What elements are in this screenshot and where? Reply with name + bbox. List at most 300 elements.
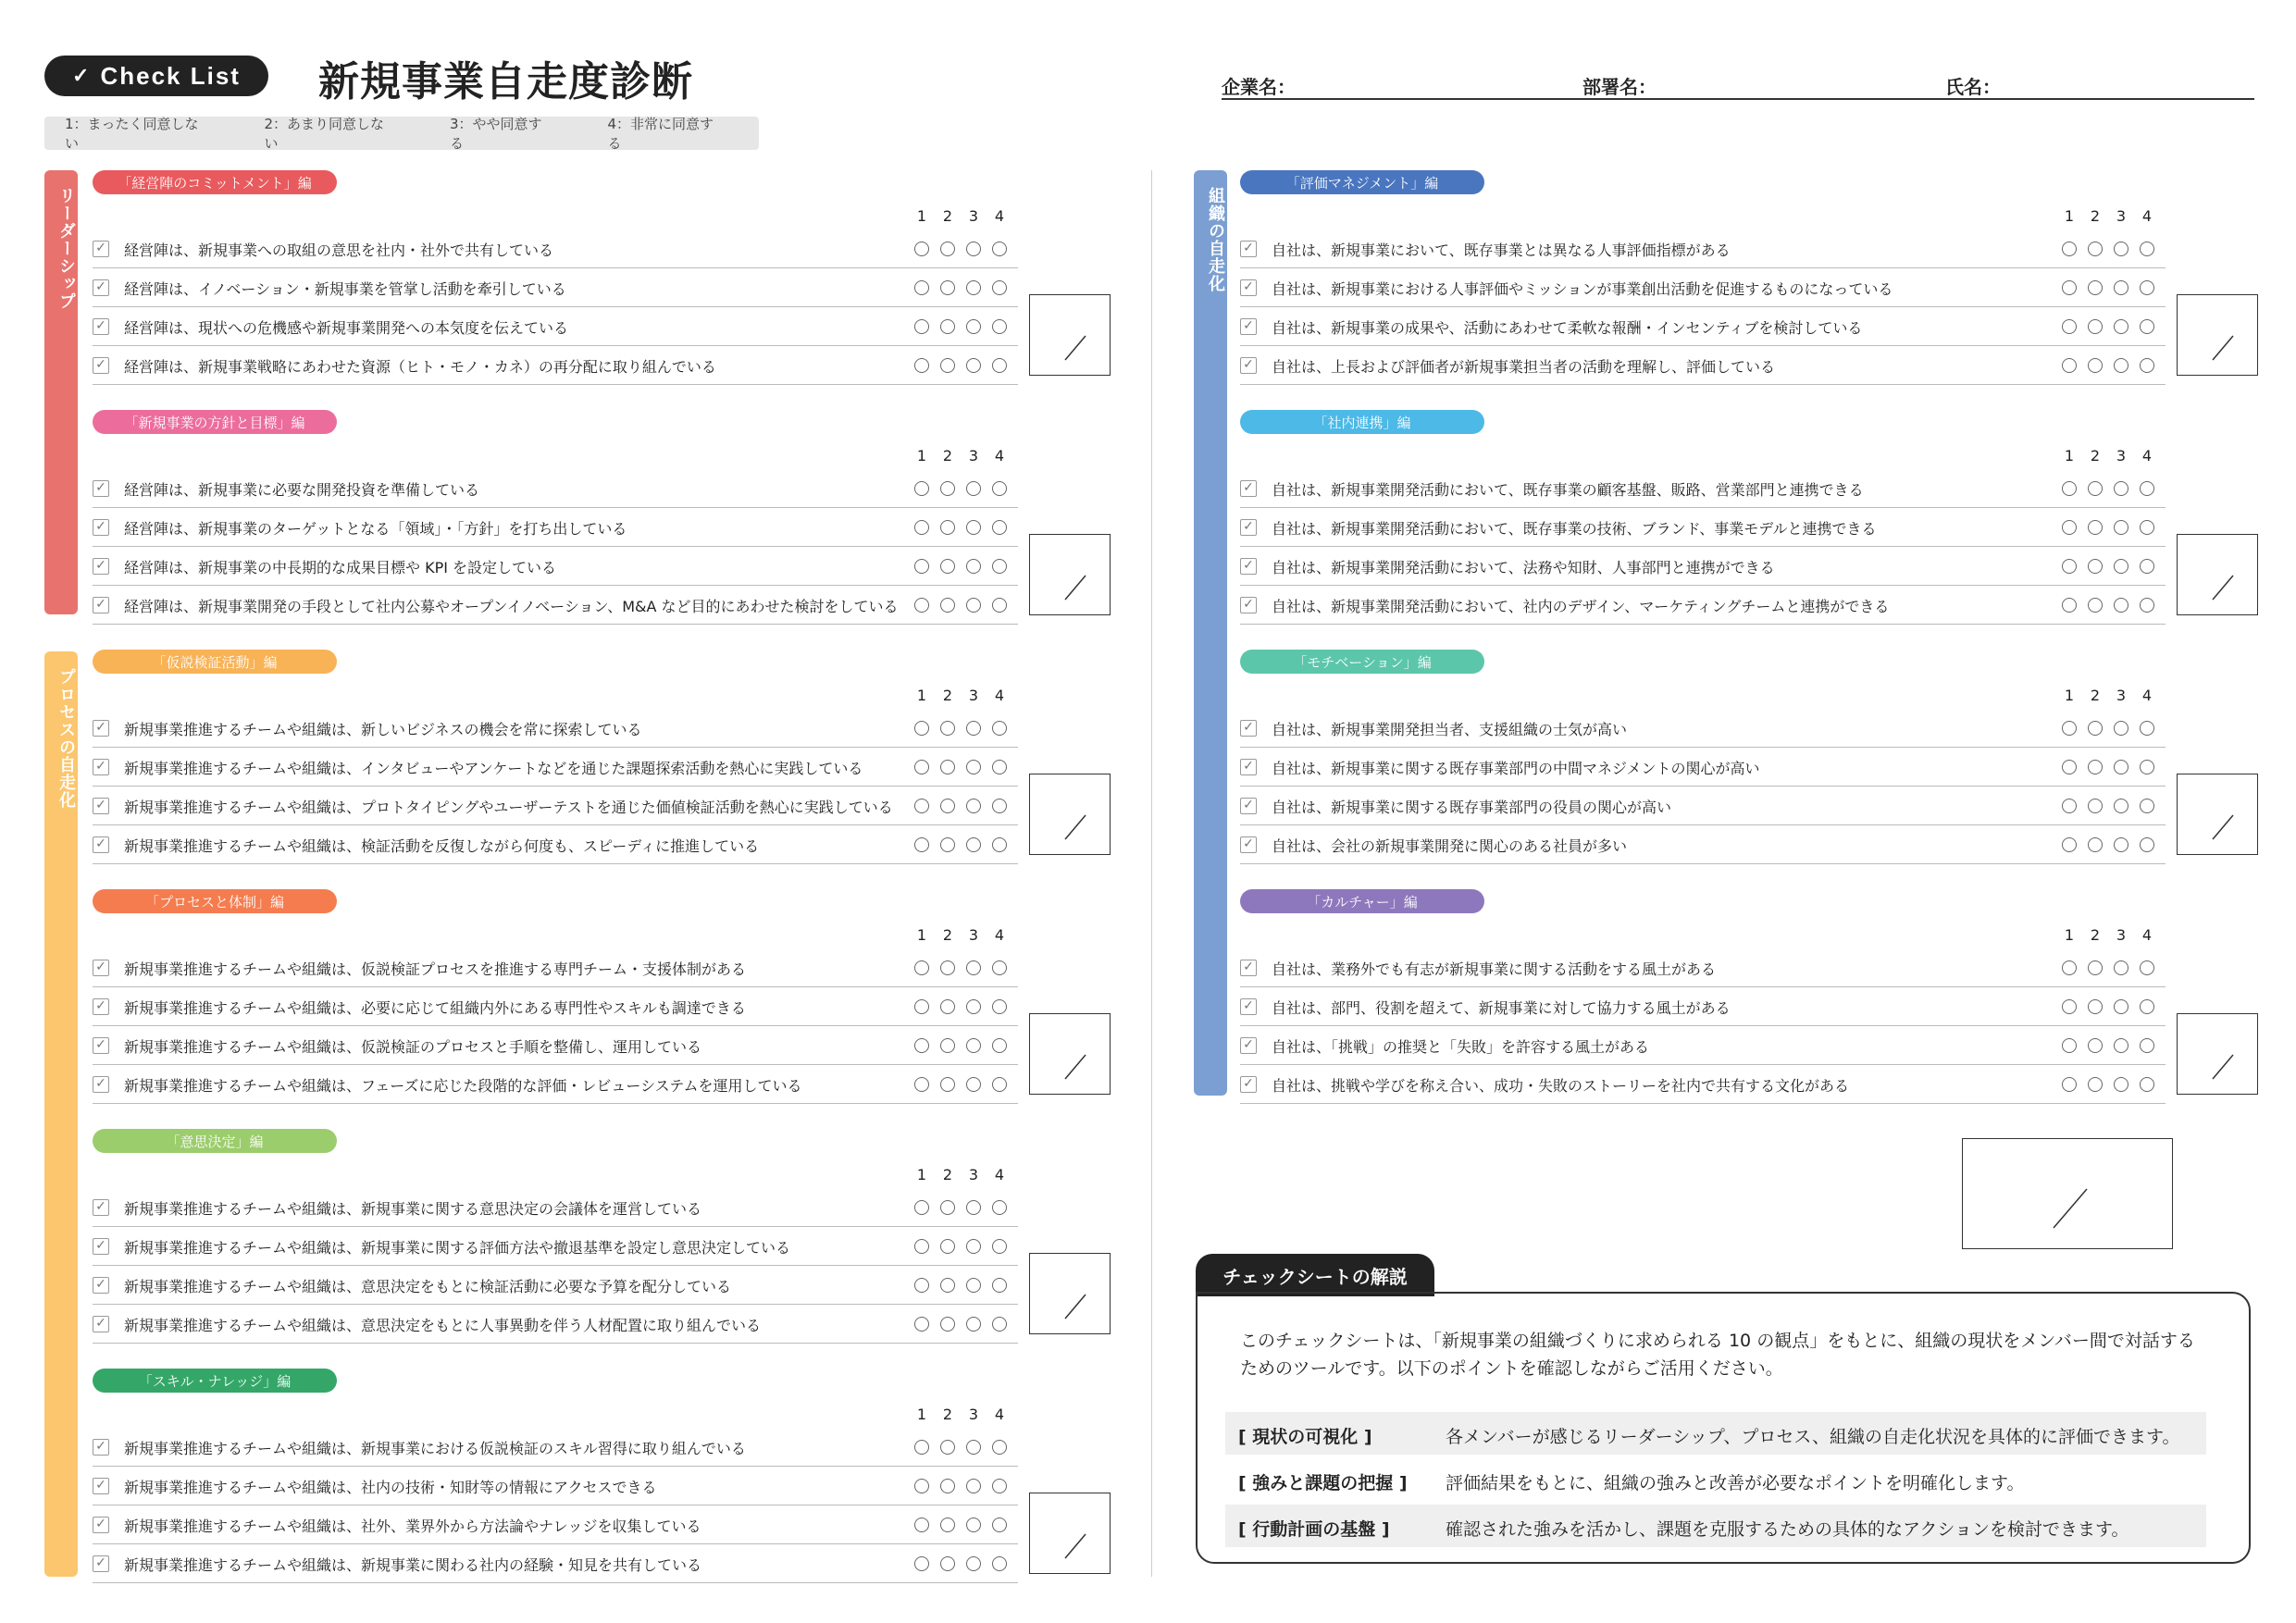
rating-radio-1[interactable]	[914, 481, 929, 496]
item-text: 自社は、挑戦や学びを称え合い、成功・失敗のストーリーを社内で共有する文化がある	[1272, 1077, 1850, 1095]
rating-radio-3[interactable]	[966, 481, 981, 496]
point-label: [ 強みと課題の把握 ]	[1238, 1473, 1408, 1493]
rating-radio-2[interactable]	[2088, 837, 2103, 852]
checkbox-icon[interactable]: ✓	[1240, 519, 1257, 536]
checklist-item	[1240, 709, 2166, 748]
rating-radio-4[interactable]	[992, 598, 1007, 613]
scale-number: 2	[2090, 447, 2101, 465]
rating-radio-1[interactable]	[2062, 559, 2077, 574]
category-label: リーダーシップ	[56, 187, 76, 310]
rating-radio-1[interactable]	[914, 1317, 929, 1332]
rating-radio-2[interactable]	[2088, 559, 2103, 574]
rating-radio-4[interactable]	[992, 1518, 1007, 1532]
rating-radio-2[interactable]	[2088, 319, 2103, 334]
checklist-item	[93, 1428, 1018, 1467]
rating-radio-4[interactable]	[992, 481, 1007, 496]
rating-radio-4[interactable]	[2140, 837, 2154, 852]
checkbox-icon[interactable]: ✓	[1240, 241, 1257, 257]
rating-radio-2[interactable]	[940, 1556, 955, 1571]
scale-number: 2	[942, 207, 953, 225]
checklist-item	[1240, 948, 2166, 987]
rating-radio-3[interactable]	[2114, 520, 2128, 535]
slash-icon	[1030, 774, 1111, 856]
rating-radio-3[interactable]	[966, 242, 981, 256]
section-score-box[interactable]	[1029, 534, 1111, 615]
rating-radio-3[interactable]	[2114, 1077, 2128, 1092]
checkbox-icon[interactable]: ✓	[1240, 279, 1257, 296]
rating-radio-2[interactable]	[940, 242, 955, 256]
checkbox-icon[interactable]: ✓	[1240, 558, 1257, 575]
rating-radio-1[interactable]	[2062, 799, 2077, 813]
point-desc: 各メンバーが感じるリーダーシップ、プロセス、組織の自走化状況を具体的に評価できます。	[1446, 1427, 2180, 1447]
rating-radio-3[interactable]	[2114, 598, 2128, 613]
checkbox-icon[interactable]: ✓	[93, 1517, 109, 1533]
section-score-box[interactable]	[1029, 774, 1111, 855]
rating-radio-1[interactable]	[914, 358, 929, 373]
rating-radio-1[interactable]	[914, 242, 929, 256]
rating-radio-2[interactable]	[940, 1200, 955, 1215]
rating-radio-1[interactable]	[2062, 358, 2077, 373]
checkbox-icon[interactable]: ✓	[1240, 759, 1257, 775]
rating-radio-4[interactable]	[992, 1479, 1007, 1493]
checkbox-icon[interactable]: ✓	[93, 1555, 109, 1572]
checkbox-icon[interactable]: ✓	[93, 1277, 109, 1294]
rating-radio-3[interactable]	[2114, 242, 2128, 256]
item-text: 自社は、新規事業開発活動において、既存事業の技術、ブランド、事業モデルと連携できる	[1272, 520, 1877, 538]
rating-radio-2[interactable]	[940, 358, 955, 373]
item-text: 新規事業推進するチームや組織は、新規事業における仮説検証のスキル習得に取り組んでいる	[124, 1440, 746, 1457]
item-text: 新規事業推進するチームや組織は、仮説検証プロセスを推進する専門チーム・支援体制がある	[124, 960, 747, 978]
rating-radio-2[interactable]	[2088, 1038, 2103, 1053]
rating-radio-4[interactable]	[2140, 999, 2154, 1014]
rating-radio-1[interactable]	[914, 1556, 929, 1571]
checklist-item	[93, 1065, 1018, 1104]
rating-radio-2[interactable]	[2088, 598, 2103, 613]
rating-radio-4[interactable]	[992, 999, 1007, 1014]
rating-radio-2[interactable]	[940, 837, 955, 852]
checkbox-icon[interactable]: ✓	[93, 241, 109, 257]
scale-number: 4	[2141, 207, 2153, 225]
rating-radio-4[interactable]	[2140, 319, 2154, 334]
rating-radio-2[interactable]	[2088, 242, 2103, 256]
checklist-item	[93, 346, 1018, 385]
checkbox-icon[interactable]: ✓	[93, 836, 109, 853]
scale-number: 4	[994, 447, 1005, 465]
rating-radio-1[interactable]	[914, 1278, 929, 1293]
rating-radio-3[interactable]	[966, 1556, 981, 1571]
rating-radio-3[interactable]	[2114, 319, 2128, 334]
rating-radio-3[interactable]	[2114, 481, 2128, 496]
checkbox-icon[interactable]: ✓	[1240, 720, 1257, 737]
rating-radio-1[interactable]	[2062, 481, 2077, 496]
rating-radio-2[interactable]	[940, 481, 955, 496]
item-text: 自社は、新規事業開発活動において、既存事業の顧客基盤、販路、営業部門と連携できる	[1272, 481, 1864, 499]
rating-radio-1[interactable]	[914, 999, 929, 1014]
checklist-section	[1240, 410, 2273, 641]
checkbox-icon[interactable]: ✓	[1240, 798, 1257, 814]
section-score-box[interactable]	[1029, 1253, 1111, 1334]
section-score-box[interactable]	[1029, 1013, 1111, 1095]
scale-number: 1	[2064, 447, 2075, 465]
rating-radio-3[interactable]	[966, 1038, 981, 1053]
rating-radio-2[interactable]	[2088, 358, 2103, 373]
rating-radio-3[interactable]	[966, 319, 981, 334]
rating-radio-4[interactable]	[2140, 721, 2154, 736]
rating-radio-1[interactable]	[2062, 1077, 2077, 1092]
rating-radio-2[interactable]	[2088, 280, 2103, 295]
point-label: [ 現状の可視化 ]	[1238, 1427, 1372, 1447]
rating-radio-3[interactable]	[2114, 721, 2128, 736]
rating-radio-1[interactable]	[914, 280, 929, 295]
item-text: 新規事業推進するチームや組織は、新規事業に関する評価方法や撤退基準を設定し意思決定している	[124, 1239, 791, 1257]
rating-radio-2[interactable]	[2088, 799, 2103, 813]
rating-radio-4[interactable]	[2140, 481, 2154, 496]
category-leadership	[44, 170, 78, 614]
checklist-item	[1240, 1026, 2166, 1065]
checkbox-icon[interactable]: ✓	[1240, 998, 1257, 1015]
checkbox-icon[interactable]: ✓	[93, 998, 109, 1015]
checkbox-icon[interactable]: ✓	[93, 357, 109, 374]
category-process	[44, 651, 78, 1577]
scale-number: 2	[942, 926, 953, 944]
rating-radio-4[interactable]	[2140, 1077, 2154, 1092]
item-text: 自社は、上長および評価者が新規事業担当者の活動を理解し、評価している	[1272, 358, 1776, 376]
rating-radio-2[interactable]	[940, 1518, 955, 1532]
rating-radio-4[interactable]	[992, 837, 1007, 852]
rating-radio-2[interactable]	[2088, 760, 2103, 774]
rating-radio-3[interactable]	[966, 837, 981, 852]
scale-number: 3	[968, 1406, 979, 1423]
checkbox-icon[interactable]: ✓	[93, 1439, 109, 1456]
rating-radio-1[interactable]	[914, 598, 929, 613]
checkbox-icon[interactable]: ✓	[93, 1316, 109, 1332]
rating-radio-1[interactable]	[914, 1518, 929, 1532]
rating-radio-3[interactable]	[2114, 799, 2128, 813]
rating-radio-1[interactable]	[2062, 837, 2077, 852]
section-title: 「意思決定」編	[93, 1129, 337, 1153]
rating-radio-3[interactable]	[2114, 1038, 2128, 1053]
scale-number: 2	[2090, 926, 2101, 944]
rating-radio-3[interactable]	[966, 1200, 981, 1215]
item-text: 自社は、新規事業における人事評価やミッションが事業創出活動を促進するものになっている	[1272, 280, 1893, 298]
rating-radio-4[interactable]	[992, 1278, 1007, 1293]
checklist-item	[93, 787, 1018, 825]
rating-radio-1[interactable]	[914, 559, 929, 574]
checkbox-icon[interactable]: ✓	[1240, 597, 1257, 613]
rating-radio-2[interactable]	[2088, 999, 2103, 1014]
point-label: [ 行動計画の基盤 ]	[1238, 1519, 1390, 1540]
rating-radio-1[interactable]	[2062, 960, 2077, 975]
column-divider	[1151, 170, 1152, 1577]
rating-radio-4[interactable]	[992, 1038, 1007, 1053]
total-score-box[interactable]	[1962, 1138, 2173, 1249]
section-title: 「プロセスと体制」編	[93, 889, 337, 913]
rating-radio-4[interactable]	[2140, 520, 2154, 535]
checkbox-icon[interactable]: ✓	[1240, 960, 1257, 976]
scale-number: 1	[916, 447, 927, 465]
rating-radio-1[interactable]	[2062, 598, 2077, 613]
checkbox-icon[interactable]: ✓	[93, 1037, 109, 1054]
checkbox-icon[interactable]: ✓	[93, 720, 109, 737]
rating-radio-1[interactable]	[914, 1200, 929, 1215]
rating-radio-1[interactable]	[914, 1239, 929, 1254]
scale-3: 3：やや同意する	[450, 116, 542, 152]
checkbox-icon[interactable]: ✓	[93, 759, 109, 775]
rating-radio-1[interactable]	[2062, 280, 2077, 295]
rating-radio-3[interactable]	[966, 1317, 981, 1332]
checklist-item	[93, 1188, 1018, 1227]
rating-radio-3[interactable]	[966, 1479, 981, 1493]
rating-radio-3[interactable]	[966, 559, 981, 574]
item-text: 新規事業推進するチームや組織は、インタビューやアンケートなどを通じた課題探索活動を熱心に実践している	[124, 760, 863, 777]
scale-number: 3	[2116, 926, 2127, 944]
rating-radio-3[interactable]	[966, 1278, 981, 1293]
checkbox-icon[interactable]: ✓	[93, 558, 109, 575]
section-score-box[interactable]	[2177, 294, 2258, 376]
rating-radio-3[interactable]	[2114, 358, 2128, 373]
rating-radio-4[interactable]	[2140, 242, 2154, 256]
slash-icon	[1963, 1139, 2174, 1250]
rating-radio-3[interactable]	[966, 1440, 981, 1455]
rating-radio-2[interactable]	[940, 598, 955, 613]
checkbox-icon[interactable]: ✓	[93, 798, 109, 814]
rating-radio-4[interactable]	[2140, 960, 2154, 975]
rating-radio-1[interactable]	[2062, 242, 2077, 256]
rating-radio-4[interactable]	[992, 1200, 1007, 1215]
rating-radio-1[interactable]	[914, 520, 929, 535]
checklist-section	[93, 650, 1125, 881]
checklist-item	[93, 586, 1018, 625]
rating-radio-2[interactable]	[2088, 1077, 2103, 1092]
section-score-box[interactable]	[2177, 534, 2258, 615]
rating-radio-4[interactable]	[2140, 760, 2154, 774]
checkbox-icon[interactable]: ✓	[93, 1238, 109, 1255]
rating-radio-1[interactable]	[2062, 1038, 2077, 1053]
rating-radio-4[interactable]	[992, 960, 1007, 975]
rating-radio-3[interactable]	[966, 960, 981, 975]
rating-radio-2[interactable]	[940, 319, 955, 334]
rating-radio-4[interactable]	[992, 1440, 1007, 1455]
rating-radio-2[interactable]	[940, 280, 955, 295]
rating-radio-3[interactable]	[966, 1518, 981, 1532]
rating-radio-4[interactable]	[992, 721, 1007, 736]
rating-radio-2[interactable]	[940, 520, 955, 535]
rating-radio-2[interactable]	[940, 999, 955, 1014]
rating-radio-2[interactable]	[2088, 721, 2103, 736]
rating-radio-3[interactable]	[966, 799, 981, 813]
rating-radio-2[interactable]	[940, 960, 955, 975]
checklist-item	[1240, 547, 2166, 586]
checkbox-icon[interactable]: ✓	[93, 480, 109, 497]
checklist-item	[1240, 268, 2166, 307]
checklist-item	[1240, 307, 2166, 346]
rating-radio-4[interactable]	[2140, 1038, 2154, 1053]
section-title: 「新規事業の方針と目標」編	[93, 410, 337, 434]
rating-radio-3[interactable]	[966, 598, 981, 613]
rating-radio-4[interactable]	[992, 1556, 1007, 1571]
rating-radio-1[interactable]	[914, 1479, 929, 1493]
checkbox-icon[interactable]: ✓	[93, 960, 109, 976]
checklist-item	[1240, 586, 2166, 625]
company-label: 企業名：	[1222, 76, 1296, 98]
rating-radio-3[interactable]	[966, 760, 981, 774]
item-text: 自社は、新規事業に関する既存事業部門の中間マネジメントの関心が高い	[1272, 760, 1760, 777]
checkbox-icon[interactable]: ✓	[93, 279, 109, 296]
rating-radio-4[interactable]	[992, 319, 1007, 334]
checkbox-icon[interactable]: ✓	[1240, 357, 1257, 374]
rating-radio-2[interactable]	[940, 1038, 955, 1053]
rating-radio-3[interactable]	[2114, 760, 2128, 774]
item-text: 新規事業推進するチームや組織は、社外、業界外から方法論やナレッジを収集している	[124, 1518, 701, 1535]
rating-radio-3[interactable]	[966, 280, 981, 295]
slash-icon	[1030, 535, 1111, 616]
scale-number: 3	[968, 1166, 979, 1183]
rating-radio-3[interactable]	[2114, 999, 2128, 1014]
point-desc: 確認された強みを活かし、課題を克服するための具体的なアクションを検討できます。	[1446, 1519, 2129, 1540]
rating-radio-3[interactable]	[2114, 559, 2128, 574]
rating-radio-2[interactable]	[940, 1479, 955, 1493]
rating-radio-3[interactable]	[2114, 837, 2128, 852]
rating-radio-1[interactable]	[2062, 760, 2077, 774]
rating-radio-4[interactable]	[992, 1077, 1007, 1092]
section-title: 「経営陣のコミットメント」編	[93, 170, 337, 194]
checkbox-icon[interactable]: ✓	[93, 597, 109, 613]
rating-radio-1[interactable]	[914, 1440, 929, 1455]
rating-radio-1[interactable]	[914, 837, 929, 852]
rating-radio-4[interactable]	[992, 559, 1007, 574]
rating-radio-2[interactable]	[2088, 520, 2103, 535]
section-score-box[interactable]	[2177, 1013, 2258, 1095]
scale-number: 2	[942, 1166, 953, 1183]
checkbox-icon[interactable]: ✓	[93, 1478, 109, 1494]
rating-radio-1[interactable]	[2062, 999, 2077, 1014]
rating-radio-4[interactable]	[992, 280, 1007, 295]
section-score-box[interactable]	[1029, 294, 1111, 376]
rating-radio-1[interactable]	[2062, 721, 2077, 736]
item-text: 経営陣は、新規事業戦略にあわせた資源（ヒト・モノ・カネ）の再分配に取り組んでいる	[124, 358, 716, 376]
scale-1: 1：まったく同意しない	[65, 116, 199, 152]
rating-radio-2[interactable]	[940, 760, 955, 774]
rating-radio-4[interactable]	[992, 242, 1007, 256]
scale-number: 4	[994, 926, 1005, 944]
rating-radio-3[interactable]	[966, 1077, 981, 1092]
rating-radio-1[interactable]	[914, 721, 929, 736]
scale-number: 1	[916, 207, 927, 225]
rating-radio-2[interactable]	[940, 559, 955, 574]
rating-radio-3[interactable]	[966, 999, 981, 1014]
rating-radio-4[interactable]	[2140, 280, 2154, 295]
rating-radio-1[interactable]	[914, 319, 929, 334]
rating-radio-1[interactable]	[914, 760, 929, 774]
checklist-item	[1240, 787, 2166, 825]
rating-radio-3[interactable]	[2114, 280, 2128, 295]
scale-number: 4	[2141, 687, 2153, 704]
scale-number: 1	[2064, 207, 2075, 225]
checklist-item	[93, 268, 1018, 307]
checklist-section	[93, 1369, 1125, 1600]
rating-radio-2[interactable]	[2088, 481, 2103, 496]
scale-number: 2	[942, 447, 953, 465]
rating-radio-1[interactable]	[914, 960, 929, 975]
rating-radio-2[interactable]	[940, 1239, 955, 1254]
checkbox-icon[interactable]: ✓	[93, 519, 109, 536]
rating-radio-4[interactable]	[992, 760, 1007, 774]
slash-icon	[2178, 774, 2259, 856]
rating-radio-2[interactable]	[940, 799, 955, 813]
rating-radio-4[interactable]	[992, 1317, 1007, 1332]
rating-radio-4[interactable]	[992, 1239, 1007, 1254]
checkbox-icon[interactable]: ✓	[1240, 318, 1257, 335]
rating-radio-2[interactable]	[2088, 960, 2103, 975]
section-title: 「モチベーション」編	[1240, 650, 1484, 674]
checklist-item	[1240, 1065, 2166, 1104]
rating-radio-3[interactable]	[966, 1239, 981, 1254]
rating-radio-2[interactable]	[940, 721, 955, 736]
rating-radio-3[interactable]	[2114, 960, 2128, 975]
rating-radio-3[interactable]	[966, 721, 981, 736]
item-text: 自社は、新規事業開発活動において、法務や知財、人事部門と連携ができる	[1272, 559, 1775, 576]
item-text: 新規事業推進するチームや組織は、仮説検証のプロセスと手順を整備し、運用している	[124, 1038, 702, 1056]
rating-radio-4[interactable]	[992, 799, 1007, 813]
rating-radio-1[interactable]	[914, 799, 929, 813]
slash-icon	[1030, 1493, 1111, 1575]
checkbox-icon[interactable]: ✓	[93, 1076, 109, 1093]
section-score-box[interactable]	[1029, 1493, 1111, 1574]
item-text: 経営陣は、新規事業に必要な開発投資を準備している	[124, 481, 480, 499]
checklist-item	[93, 229, 1018, 268]
rating-radio-4[interactable]	[992, 520, 1007, 535]
checkbox-icon[interactable]: ✓	[1240, 1076, 1257, 1093]
item-text: 自社は、新規事業に関する既存事業部門の役員の関心が高い	[1272, 799, 1672, 816]
rating-radio-2[interactable]	[940, 1278, 955, 1293]
rating-radio-2[interactable]	[940, 1077, 955, 1092]
checkbox-icon[interactable]: ✓	[1240, 836, 1257, 853]
checklist-item	[93, 469, 1018, 508]
item-text: 経営陣は、新規事業のターゲットとなる「領域」・「方針」を打ち出している	[124, 520, 627, 538]
point-strengths	[1225, 1458, 2206, 1501]
rating-radio-1[interactable]	[914, 1077, 929, 1092]
rating-radio-4[interactable]	[2140, 358, 2154, 373]
item-text: 経営陣は、新規事業開発の手段として社内公募やオープンイノベーション、M&A など目的にあわせた検討をしている	[124, 598, 899, 615]
checklist-item	[93, 748, 1018, 787]
item-text: 新規事業推進するチームや組織は、フェーズに応じた段階的な評価・レビューシステムを運用している	[124, 1077, 802, 1095]
rating-radio-2[interactable]	[940, 1440, 955, 1455]
rating-radio-1[interactable]	[2062, 319, 2077, 334]
rating-radio-4[interactable]	[2140, 799, 2154, 813]
checklist-item	[1240, 825, 2166, 864]
checklist-item	[1240, 229, 2166, 268]
rating-radio-2[interactable]	[940, 1317, 955, 1332]
respondent-info[interactable]	[1222, 72, 2254, 100]
rating-radio-1[interactable]	[2062, 520, 2077, 535]
rating-radio-4[interactable]	[2140, 559, 2154, 574]
checklist-item	[93, 709, 1018, 748]
rating-radio-3[interactable]	[966, 358, 981, 373]
rating-radio-1[interactable]	[914, 1038, 929, 1053]
rating-radio-4[interactable]	[992, 358, 1007, 373]
rating-radio-3[interactable]	[966, 520, 981, 535]
item-text: 新規事業推進するチームや組織は、新しいビジネスの機会を常に探索している	[124, 721, 642, 738]
checkbox-icon[interactable]: ✓	[1240, 480, 1257, 497]
checkbox-icon[interactable]: ✓	[1240, 1037, 1257, 1054]
section-score-box[interactable]	[2177, 774, 2258, 855]
checklist-section	[1240, 650, 2273, 881]
rating-radio-4[interactable]	[2140, 598, 2154, 613]
checkbox-icon[interactable]: ✓	[93, 318, 109, 335]
item-text: 経営陣は、イノベーション・新規事業を管掌し活動を牽引している	[124, 280, 566, 298]
scale-number: 1	[916, 1166, 927, 1183]
checkbox-icon[interactable]: ✓	[93, 1199, 109, 1216]
